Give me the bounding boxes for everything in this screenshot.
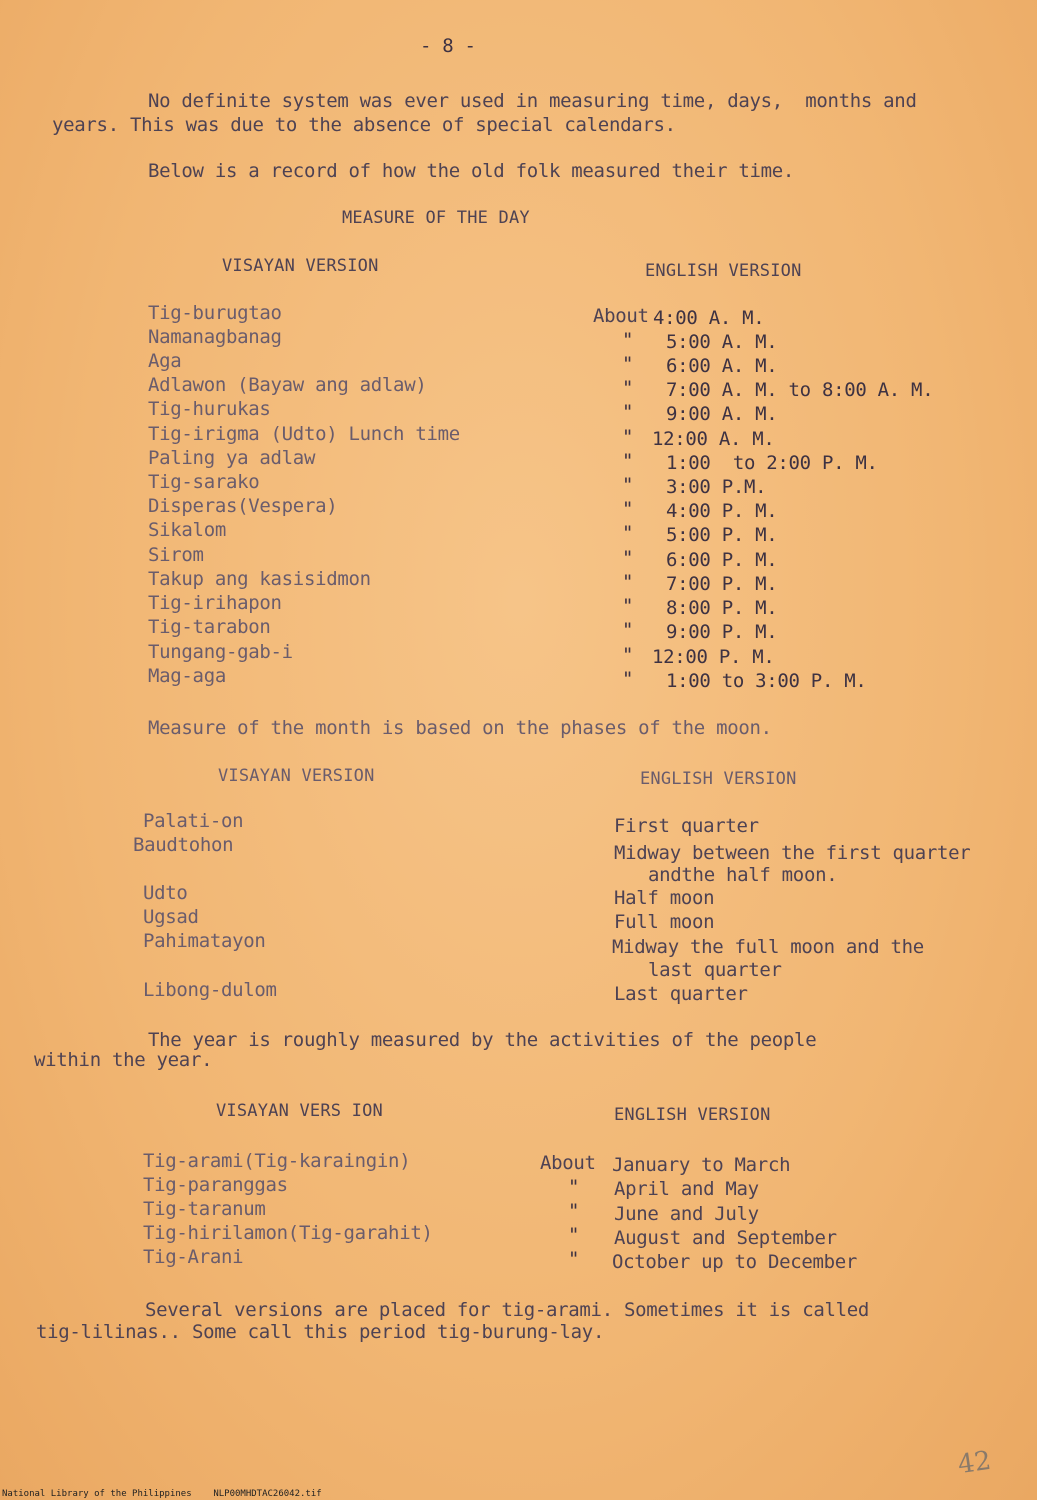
year-header-english: ENGLISH VERSION [614,1105,771,1125]
day-row-english: 7:00 P. M. [666,573,778,595]
day-row-english: 1:00 to 2:00 P. M. [666,452,878,474]
day-header-english: ENGLISH VERSION [645,261,802,281]
intro-line-1: No definite system was ever used in measuring time, days, months and [148,90,917,112]
year-row-english: October up to December [612,1251,858,1273]
day-row-ditto: " [622,522,634,544]
day-row-visayan: Sikalom [148,519,226,541]
day-row-english: 9:00 A. M. [666,403,778,425]
scan-footer-credit: National Library of the Philippines NLP00MHDTAC26042.tif [2,1489,322,1499]
day-row-english: 3:00 P.M. [666,476,767,498]
month-row-english-cont: last quarter [648,959,782,981]
year-row-english: April and May [614,1178,759,1200]
day-title: MEASURE OF THE DAY [342,208,530,228]
day-row-visayan: Sirom [148,544,204,566]
year-line-2: within the year. [34,1049,213,1071]
day-row-english: 12:00 P. M. [652,646,775,668]
day-row-visayan: Tig-tarabon [148,616,271,638]
year-row-visayan: Tig-arami(Tig-karaingin) [143,1150,411,1172]
day-row-english: 6:00 P. M. [666,549,778,571]
month-header-visayan: VISAYAN VERSION [218,766,375,786]
month-row-english: Midway the full moon and the [612,936,924,958]
year-row-ditto: " [568,1200,580,1222]
day-row-ditto: " [622,644,634,666]
day-row-visayan: Tig-hurukas [148,398,271,420]
day-row-ditto: " [622,377,634,399]
year-row-visayan: Tig-taranum [143,1198,266,1220]
page-number: - 8 - [420,35,476,57]
day-row-visayan: Tig-irihapon [148,592,282,614]
month-row-english: Half moon [614,887,715,909]
day-row-visayan: Namanagbanag [148,326,282,348]
month-row-english: Full moon [614,911,715,933]
day-row-english: 4:00 P. M. [666,500,778,522]
day-header-visayan: VISAYAN VERSION [222,256,379,276]
day-row-english: 4:00 A. M. [653,307,765,329]
year-row-ditto: " [568,1224,580,1246]
year-row-ditto: " [568,1176,580,1198]
closing-line-2: tig-lilinas.. Some call this period tig-burung-lay. [36,1321,605,1343]
handwritten-page-mark: 42 [956,1445,994,1481]
month-row-visayan: Libong-dulom [143,979,277,1001]
year-row-visayan: Tig-hirilamon(Tig-garahit) [143,1222,433,1244]
day-row-english: 12:00 A. M. [652,428,775,450]
day-row-ditto: " [622,450,634,472]
month-row-english: First quarter [614,815,759,837]
month-header-english: ENGLISH VERSION [640,769,797,789]
day-row-ditto: " [622,668,634,690]
day-row-ditto: " [622,401,634,423]
year-row-english: January to March [612,1154,791,1176]
year-row-english: June and July [614,1203,759,1225]
year-row-ditto: " [568,1248,580,1270]
day-row-visayan: Mag-aga [148,665,226,687]
month-row-visayan: Pahimatayon [143,930,266,952]
day-row-visayan: Tungang-gab-i [148,641,293,663]
year-header-visayan: VISAYAN VERS ION [216,1101,383,1121]
intro-line-2: years. This was due to the absence of special calendars. [52,114,676,136]
month-row-english: Last quarter [614,983,748,1005]
day-row-english: 5:00 P. M. [666,524,778,546]
day-row-ditto: " [622,619,634,641]
day-row-ditto: " [622,571,634,593]
day-row-ditto: About [593,305,649,327]
year-row-visayan: Tig-Arani [143,1246,244,1268]
day-row-visayan: Tig-sarako [148,471,260,493]
month-row-visayan: Udto [143,882,188,904]
day-row-visayan: Tig-burugtao [148,302,282,324]
month-row-visayan: Palati-on [143,810,244,832]
day-row-english: 9:00 P. M. [666,621,778,643]
day-row-english: 6:00 A. M. [666,355,778,377]
day-row-visayan: Tig-irigma (Udto) Lunch time [148,423,460,445]
day-row-ditto: " [622,474,634,496]
record-line: Below is a record of how the old folk measured their time. [148,160,795,182]
year-row-visayan: Tig-paranggas [143,1174,288,1196]
day-row-visayan: Adlawon (Bayaw ang adlaw) [148,374,427,396]
year-row-ditto: About [540,1152,596,1174]
year-row-english: August and September [614,1227,837,1249]
day-row-english: 7:00 A. M. to 8:00 A. M. [666,379,934,401]
closing-line-1: Several versions are placed for tig-arami. Sometimes it is called [145,1299,870,1321]
day-row-ditto: " [622,426,634,448]
month-row-visayan: Ugsad [143,906,199,928]
day-row-english: 8:00 P. M. [666,597,778,619]
month-row-english-cont: andthe half moon. [648,864,838,886]
day-row-visayan: Disperas(Vespera) [148,495,338,517]
day-row-visayan: Paling ya adlaw [148,447,316,469]
month-row-english: Midway between the first quarter [614,842,971,864]
day-row-english: 1:00 to 3:00 P. M. [666,670,867,692]
day-row-ditto: " [622,595,634,617]
day-row-ditto: " [622,329,634,351]
day-row-english: 5:00 A. M. [666,331,778,353]
year-line-1: The year is roughly measured by the activities of the people [148,1029,817,1051]
month-intro: Measure of the month is based on the phases of the moon. [148,717,772,739]
month-row-visayan: Baudtohon [133,834,234,856]
day-row-ditto: " [622,353,634,375]
day-row-ditto: " [622,498,634,520]
day-row-ditto: " [622,547,634,569]
day-row-visayan: Aga [148,350,182,372]
day-row-visayan: Takup ang kasisidmon [148,568,371,590]
